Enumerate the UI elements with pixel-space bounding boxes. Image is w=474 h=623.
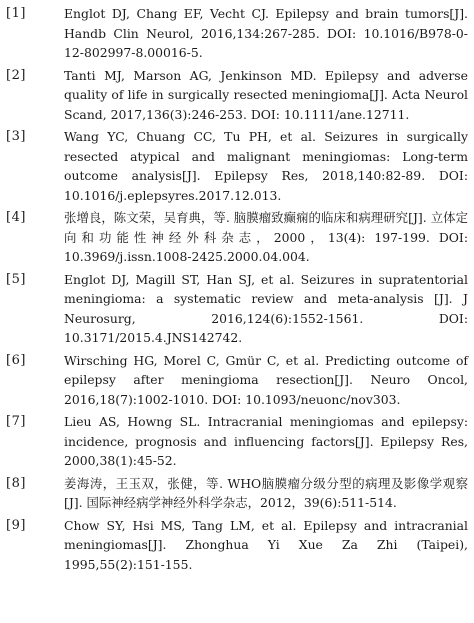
reference-text: Wang YC, Chuang CC, Tu PH, et al. Seizures in surgically resected atypical and malignant meningiomas: Long-term outcome analysis[J]. Epilepsy Res, 2018,140:82-89. DOI: 10.1016/j.eplepsyres.2017.12.013. <box>64 129 468 203</box>
reference-number: [4] <box>6 210 26 225</box>
reference-number: [3] <box>6 129 26 144</box>
reference-number: [6] <box>6 352 26 368</box>
reference-item-8 <box>6 474 468 513</box>
reference-number: [5] <box>6 271 26 287</box>
reference-text: 姜海涛，王玉双，张健，等. WHO脑膜瘤分级分型的病理及影像学观察[J]. 国际神经病学神经外科学杂志，2012，39(6):511-514. <box>64 475 468 510</box>
reference-item-7 <box>6 412 468 471</box>
reference-text: Wirsching HG, Morel C, Gmür C, et al. Predicting outcome of epilepsy after meningioma resection[J]. Neuro Oncol, 2016,18(7):1002-1010. DOI: 10.1093/neuonc/nov303. <box>64 352 468 407</box>
reference-item-4 <box>6 208 468 267</box>
reference-number: [7] <box>6 414 26 429</box>
reference-item-9 <box>6 516 468 575</box>
reference-text: 张增良，陈文荣，吴育典，等. 脑膜瘤致癫痫的临床和病理研究[J]. 立体定向和功能性神经外科杂志，2000，13(4): 197-199. DOI: 10.3969/j.issn.1008-2425.2000.04.004. <box>64 210 468 264</box>
reference-number: [9] <box>6 517 26 533</box>
reference-text: Englot DJ, Chang EF, Vecht CJ. Epilepsy and brain tumors[J]. Handb Clin Neurol, 2016,134:267-285. DOI: 10.1016/B978-0-12-802997-8.00016-5. <box>64 6 468 60</box>
reference-item-1 <box>6 4 468 63</box>
reference-text: Lieu AS, Howng SL. Intracranial meningiomas and epilepsy: incidence, prognosis and influencing factors[J]. Epilepsy Res, 2000,38(1):45-52. <box>64 414 468 468</box>
reference-item-6 <box>6 351 468 410</box>
reference-text: Chow SY, Hsi MS, Tang LM, et al. Epilepsy and intracranial meningiomas[J]. Zhonghua Yi Xue Za Zhi (Taipei), 1995,55(2):151-155. <box>64 517 468 572</box>
reference-number: [1] <box>6 6 26 21</box>
reference-number: [8] <box>6 475 26 491</box>
reference-item-5 <box>6 270 468 348</box>
reference-text: Tanti MJ, Marson AG, Jenkinson MD. Epilepsy and adverse quality of life in surgically resected meningioma[J]. Acta Neurol Scand, 2017,136(3):246-253. DOI: 10.1111/ane.12711. <box>64 67 468 122</box>
reference-text: Englot DJ, Magill ST, Han SJ, et al. Seizures in supratentorial meningioma: a systematic review and meta-analysis [J]. J Neurosurg, 2016,124(6):1552-1561. DOI: 10.3171/2015.4.JNS142742. <box>64 271 468 345</box>
reference-list <box>6 4 468 577</box>
reference-item-3 <box>6 127 468 205</box>
reference-number: [2] <box>6 67 26 83</box>
reference-item-2 <box>6 66 468 125</box>
